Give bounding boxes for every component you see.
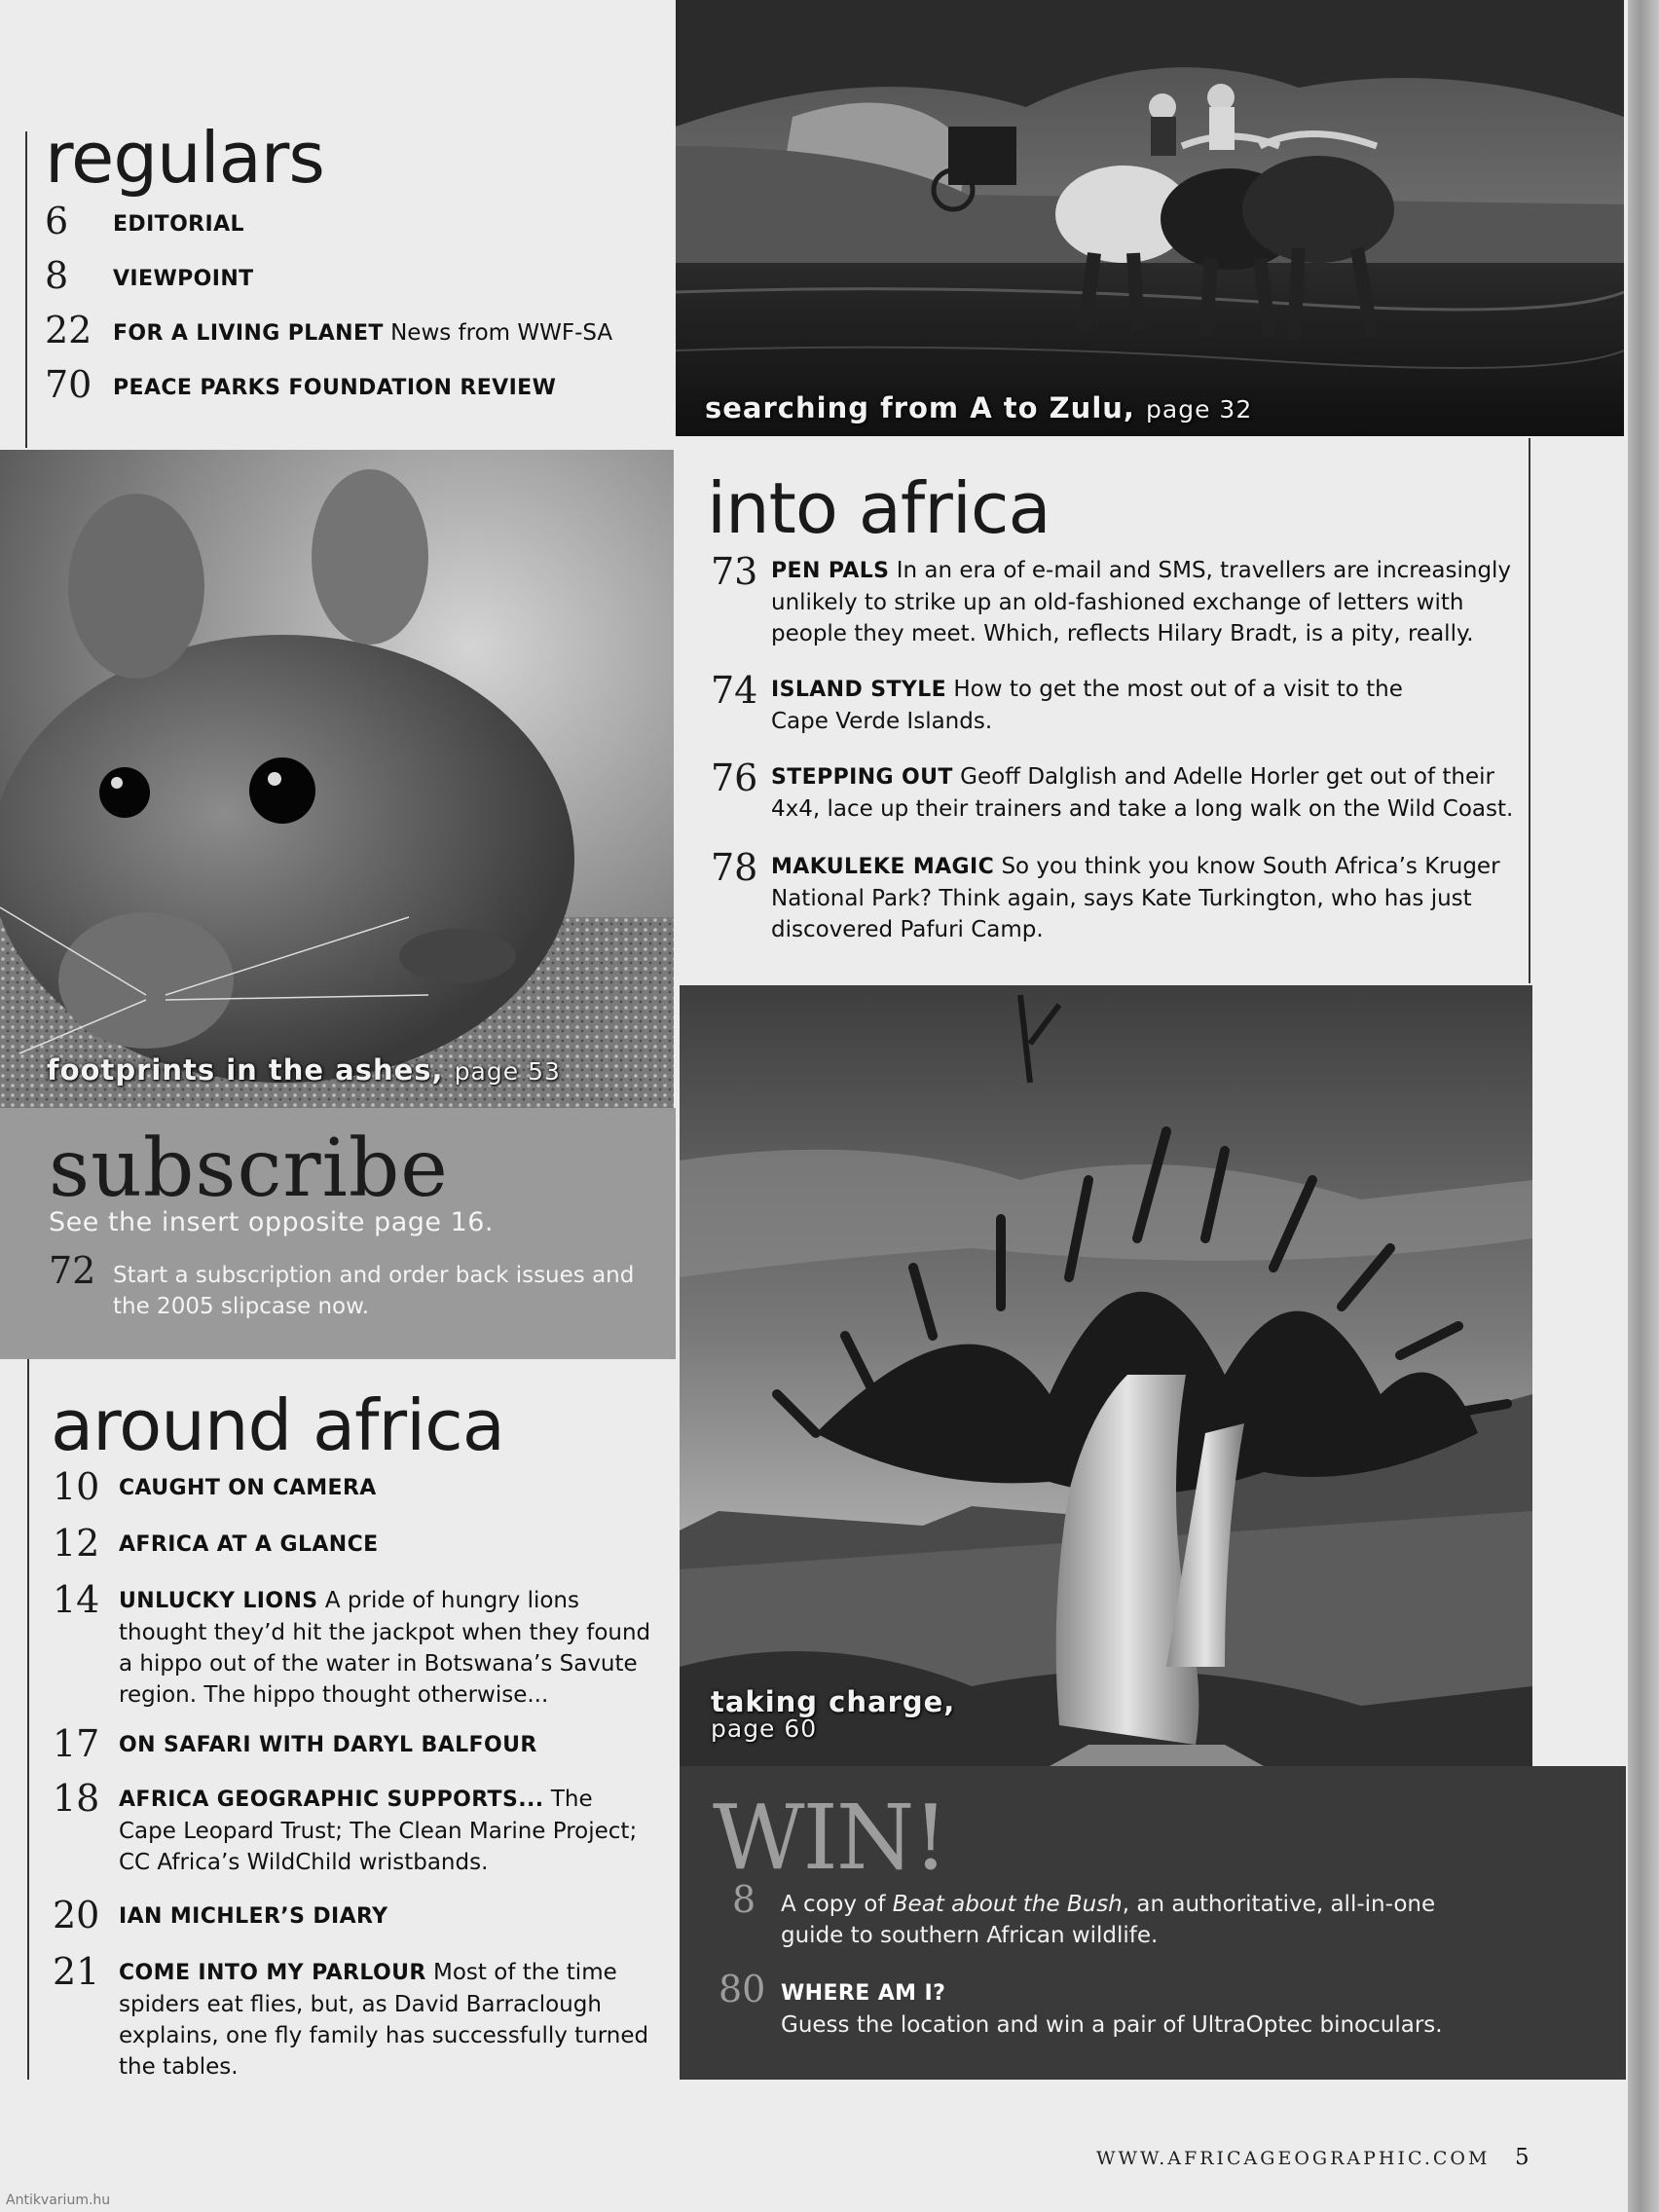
subscribe-title: subscribe: [49, 1123, 449, 1215]
win-title: WIN!: [713, 1786, 947, 1890]
regulars-title: regulars: [45, 117, 324, 199]
entry-heading: AFRICA GEOGRAPHIC SUPPORTS...: [119, 1788, 544, 1812]
entry-description: So you think you know South Africa’s Kruger National Park? Think again, says Kate Turkington, who has just discovered Pafuri Camp.: [771, 854, 1500, 942]
subscribe-subtitle: See the insert opposite page 16.: [49, 1207, 495, 1237]
into-africa-entry-makuleke-magic[interactable]: [711, 846, 1519, 950]
into-africa-section: [676, 438, 1532, 983]
entry-page-number: 21: [53, 1950, 100, 1993]
entry-page-number: 14: [53, 1578, 100, 1621]
entry-description-post: , an authoritative, all-in-one guide to southern African wildlife.: [781, 1892, 1436, 1948]
oxen-wagon-image: [676, 0, 1624, 436]
regulars-section: [0, 0, 674, 450]
entry-heading: EDITORIAL: [113, 212, 244, 237]
entry-heading: FOR A LIVING PLANET: [113, 321, 384, 346]
win-section: [680, 1766, 1626, 2080]
regulars-entry-editorial[interactable]: [45, 200, 668, 242]
around-africa-entry-come-into-my-parlour[interactable]: [53, 1950, 656, 2080]
regulars-entry-viewpoint[interactable]: [45, 254, 668, 297]
into-africa-title: into africa: [707, 467, 1051, 549]
entry-page-number: 22: [45, 309, 92, 351]
entry-heading: IAN MICHLER’S DIARY: [119, 1904, 388, 1929]
entry-page-number: 10: [53, 1465, 100, 1508]
entry-page-number: 72: [49, 1249, 96, 1292]
around-africa-entry-africa-at-a-glance[interactable]: [53, 1522, 656, 1565]
win-entry-where-am-i[interactable]: [719, 1968, 1595, 2048]
caption-page: page 53: [454, 1057, 561, 1086]
entry-description: How to get the most out of a visit to the Cape Verde Islands.: [771, 677, 1403, 734]
page-number: 5: [1515, 2145, 1530, 2170]
entry-page-number: 73: [711, 550, 758, 593]
around-africa-entry-on-safari[interactable]: [53, 1722, 656, 1765]
caption-page: page 32: [1146, 395, 1253, 424]
entry-page-number: 78: [711, 846, 758, 889]
entry-heading: COME INTO MY PARLOUR: [119, 1961, 426, 1985]
entry-description: The Cape Leopard Trust; The Clean Marine Project; CC Africa’s WildChild wristbands.: [119, 1787, 638, 1875]
entry-heading: VIEWPOINT: [113, 267, 254, 291]
entry-page-number: 8: [732, 1878, 756, 1921]
entry-heading: AFRICA AT A GLANCE: [119, 1532, 379, 1557]
entry-heading: WHERE AM I?: [781, 1981, 946, 2006]
oxen-photo-caption: [705, 391, 1252, 424]
entry-page-number: 8: [45, 254, 69, 297]
mouse-photo[interactable]: [0, 450, 674, 1108]
oxen-wagon-photo[interactable]: [676, 0, 1624, 436]
regulars-entry-living-planet[interactable]: [45, 309, 668, 351]
subscribe-section[interactable]: [0, 1108, 676, 1359]
around-africa-title: around africa: [51, 1384, 504, 1466]
website-url[interactable]: WWW.AFRICAGEOGRAPHIC.COM: [1096, 2148, 1491, 2169]
entry-page-number: 17: [53, 1722, 100, 1765]
caption-title: footprints in the ashes,: [47, 1053, 444, 1087]
around-africa-entry-unlucky-lions[interactable]: [53, 1578, 656, 1708]
entry-heading: ISLAND STYLE: [771, 678, 947, 702]
quiver-tree-photo[interactable]: [680, 985, 1532, 1766]
page-edge: [1628, 0, 1659, 2212]
regulars-entry-peace-parks[interactable]: [45, 363, 668, 406]
mouse-photo-caption: [47, 1053, 561, 1087]
entry-description: Guess the location and win a pair of UltraOptec binoculars.: [781, 2012, 1443, 2038]
entry-page-number: 6: [45, 200, 69, 242]
entry-heading: CAUGHT ON CAMERA: [119, 1476, 377, 1500]
around-africa-rule: [27, 1359, 29, 2080]
entry-heading: UNLUCKY LIONS: [119, 1589, 318, 1613]
into-africa-entry-island-style[interactable]: [711, 669, 1519, 742]
win-entry-beat-about-the-bush[interactable]: [719, 1878, 1595, 1959]
entry-heading: STEPPING OUT: [771, 765, 953, 790]
watermark: Antikvarium.hu: [6, 2193, 111, 2208]
into-africa-rule: [1529, 438, 1530, 983]
entry-heading: MAKULEKE MAGIC: [771, 855, 995, 879]
entry-page-number: 20: [53, 1894, 100, 1936]
entry-description-pre: A copy of: [781, 1892, 886, 1917]
entry-heading: PEACE PARKS FOUNDATION REVIEW: [113, 376, 557, 400]
tree-photo-caption: [711, 1685, 956, 1743]
regulars-rule: [25, 131, 27, 448]
entry-page-number: 12: [53, 1522, 100, 1565]
entry-page-number: 80: [719, 1968, 766, 2010]
caption-title: searching from A to Zulu,: [705, 391, 1135, 424]
entry-description: Start a subscription and order back issues and the 2005 slipcase now.: [113, 1263, 635, 1319]
entry-description: A pride of hungry lions thought they’d hit the jackpot when they found a hippo out of the water in Botswana’s Savute region. The hippo thought otherwise...: [119, 1588, 651, 1708]
entry-heading: PEN PALS: [771, 559, 890, 583]
subscribe-entry[interactable]: [49, 1249, 652, 1330]
entry-heading: ON SAFARI WITH DARYL BALFOUR: [119, 1733, 537, 1757]
around-africa-entry-ian-michler[interactable]: [53, 1894, 656, 1936]
entry-page-number: 76: [711, 756, 758, 799]
caption-title: taking charge,: [711, 1685, 956, 1718]
into-africa-entry-stepping-out[interactable]: [711, 756, 1519, 830]
entry-page-number: 74: [711, 669, 758, 712]
entry-description: Geoff Dalglish and Adelle Horler get out of their 4x4, lace up their trainers and take a long walk on the Wild Coast.: [771, 764, 1514, 822]
entry-description: Most of the time spiders eat flies, but, as David Barraclough explains, one fly family has successfully turned the tables.: [119, 1960, 649, 2080]
mouse-image: [0, 450, 674, 1108]
caption-page: page 60: [711, 1714, 818, 1743]
around-africa-entry-ag-supports[interactable]: [53, 1777, 656, 1877]
entry-description: In an era of e-mail and SMS, travellers are increasingly unlikely to strike up an old-fashioned exchange of letters with people they meet. Which, reflects Hilary Bradt, is a pity, really.: [771, 558, 1512, 646]
entry-page-number: 18: [53, 1777, 100, 1820]
into-africa-entry-pen-pals[interactable]: [711, 550, 1519, 654]
book-title: Beat about the Bush: [892, 1892, 1123, 1917]
entry-page-number: 70: [45, 363, 92, 406]
around-africa-section: [0, 1359, 678, 2099]
quiver-tree-image: [680, 985, 1532, 1766]
entry-description: News from WWF-SA: [390, 320, 613, 346]
around-africa-entry-caught-on-camera[interactable]: [53, 1465, 656, 1508]
